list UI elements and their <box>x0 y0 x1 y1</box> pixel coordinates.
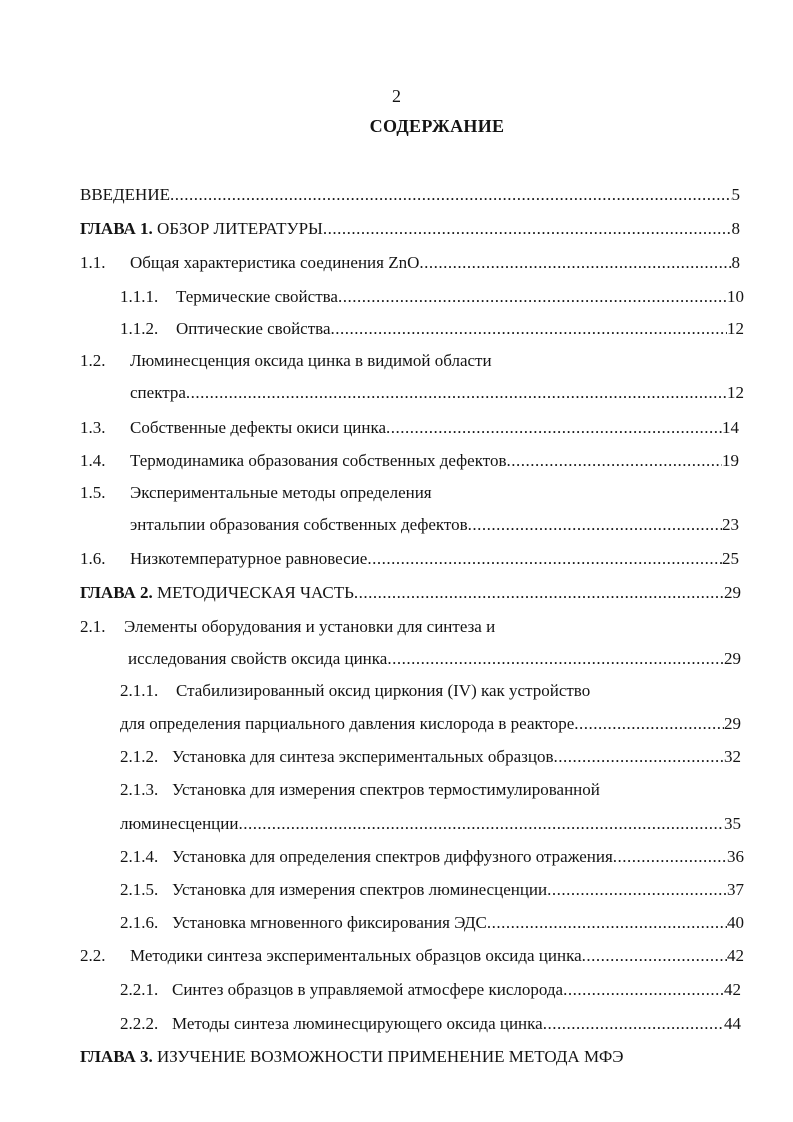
dot-leader <box>170 184 732 206</box>
dot-leader <box>186 382 727 404</box>
toc-entry-number: 2.1.6. <box>120 913 159 932</box>
toc-entry-title: Установка мгновенного фиксирования ЭДС <box>172 913 487 932</box>
toc-entry-page: 42 <box>727 946 744 965</box>
dot-leader <box>574 713 724 735</box>
toc-entry <box>80 218 740 240</box>
toc-entry-number: 2.1.5. <box>120 880 159 899</box>
toc-entry-title: Люминесценция оксида цинка в видимой области <box>130 351 492 370</box>
toc-entry-number: 2.1.4. <box>120 847 159 866</box>
toc-entry-title: Собственные дефекты окиси цинка <box>130 418 387 437</box>
toc-entry-page: 5 <box>731 185 740 204</box>
toc-entry <box>120 318 744 340</box>
toc-entry-page: 14 <box>722 418 739 437</box>
chapter-label: ГЛАВА 3. <box>80 1047 153 1066</box>
toc-entry <box>130 514 739 536</box>
toc-entry-title: Установка для синтеза экспериментальных образцов <box>172 747 554 766</box>
chapter-label: ГЛАВА 2. <box>80 583 153 602</box>
toc-entry <box>120 680 741 702</box>
dot-leader <box>238 813 724 835</box>
toc-entry-page: 40 <box>727 913 744 932</box>
toc-entry <box>120 979 741 1001</box>
dot-leader <box>338 286 727 308</box>
toc-entry <box>120 912 744 934</box>
dot-leader <box>419 252 731 274</box>
toc-entry-number: 2.1.3. <box>120 780 159 799</box>
toc-entry-page: 8 <box>731 253 740 272</box>
toc-entry-title: Синтез образцов в управляемой атмосфере кислорода <box>172 980 564 999</box>
dot-leader <box>387 648 724 670</box>
toc-entry <box>120 879 744 901</box>
toc-entry-page: 29 <box>724 649 741 668</box>
dot-leader <box>582 945 727 967</box>
toc-entry <box>80 582 741 604</box>
toc-entry-number: 1.1.1. <box>120 287 159 306</box>
toc-entry-number: 1.1. <box>80 253 106 272</box>
toc-entry <box>128 648 741 670</box>
toc-entry-title: Термодинамика образования собственных дефектов <box>130 451 507 470</box>
toc-entry <box>80 482 739 504</box>
toc-entry-title: энтальпии образования собственных дефектов <box>130 515 468 534</box>
dot-leader <box>547 879 727 901</box>
toc-entry <box>80 616 741 638</box>
toc-entry-title: Оптические свойства <box>176 319 331 338</box>
page-title: СОДЕРЖАНИЕ <box>369 116 505 136</box>
toc-entry-title: МЕТОДИЧЕСКАЯ ЧАСТЬ <box>152 583 354 602</box>
toc-entry-number: 1.2. <box>80 351 106 370</box>
toc-entry-page: 29 <box>724 583 741 602</box>
dot-leader <box>507 450 723 472</box>
toc-entry-number: 2.1. <box>80 617 106 636</box>
dot-leader <box>367 548 722 570</box>
toc-entry-number: 1.5. <box>80 483 106 502</box>
toc-entry-page: 12 <box>727 383 744 402</box>
toc-entry-number: 2.1.1. <box>120 681 159 700</box>
toc-entry <box>80 548 739 570</box>
dot-leader <box>487 912 727 934</box>
toc-entry-title: ОБЗОР ЛИТЕРАТУРЫ <box>152 219 323 238</box>
toc-entry <box>120 779 741 801</box>
toc-entry-page: 8 <box>731 219 740 238</box>
toc-entry-title: Общая характеристика соединения ZnO <box>130 253 420 272</box>
toc-entry-page: 42 <box>724 980 741 999</box>
toc-entry <box>80 350 744 372</box>
toc-entry-title: ВВЕДЕНИЕ <box>80 185 170 204</box>
toc-entry <box>130 382 744 404</box>
toc-entry-title: люминесценции <box>120 814 239 833</box>
toc-entry-number: 2.1.2. <box>120 747 159 766</box>
toc-entry-title: Стабилизированный оксид циркония (IV) как устройство <box>176 681 591 700</box>
dot-leader <box>613 846 727 868</box>
toc-entry-title: Установка для измерения спектров люминесценции <box>172 880 548 899</box>
toc-entry-title: Установка для определения спектров диффузного отражения <box>172 847 613 866</box>
chapter-label: ГЛАВА 1. <box>80 219 153 238</box>
toc-entry <box>120 813 741 835</box>
toc-entry-page: 32 <box>724 747 741 766</box>
toc-entry-page: 23 <box>722 515 739 534</box>
toc-entry-page: 36 <box>727 847 744 866</box>
toc-entry-number: 1.6. <box>80 549 106 568</box>
toc-entry <box>120 1013 741 1035</box>
dot-leader <box>553 746 724 768</box>
page-number: 2 <box>392 86 401 106</box>
toc-entry <box>80 184 740 206</box>
dot-leader <box>323 218 732 240</box>
dot-leader <box>331 318 728 340</box>
toc-entry-number: 2.2.1. <box>120 980 159 999</box>
dot-leader <box>543 1013 724 1035</box>
dot-leader <box>563 979 724 1001</box>
toc-entry-title: Установка для измерения спектров термостимулированной <box>172 780 600 799</box>
toc-entry <box>80 1046 760 1068</box>
toc-entry-page: 10 <box>727 287 744 306</box>
toc-entry-page: 25 <box>722 549 739 568</box>
toc-entry-title: Методы синтеза люминесцирующего оксида цинка <box>172 1014 543 1033</box>
toc-entry-title: спектра <box>130 383 186 402</box>
toc-entry-title: исследования свойств оксида цинка <box>128 649 388 668</box>
toc-entry-number: 1.1.2. <box>120 319 159 338</box>
dot-leader <box>354 582 724 604</box>
toc-entry-page: 19 <box>722 451 739 470</box>
toc-entry <box>80 252 740 274</box>
toc-entry <box>80 945 744 967</box>
toc-entry-title: Экспериментальные методы определения <box>130 483 432 502</box>
toc-entry-page: 44 <box>724 1014 741 1033</box>
toc-entry-page: 37 <box>727 880 744 899</box>
toc-entry-page: 12 <box>727 319 744 338</box>
toc-entry-number: 2.2. <box>80 946 106 965</box>
toc-entry-number: 2.2.2. <box>120 1014 159 1033</box>
dot-leader <box>468 514 722 536</box>
toc-entry <box>120 846 744 868</box>
dot-leader <box>386 417 722 439</box>
toc-entry-title: Термические свойства <box>176 287 338 306</box>
toc-entry-title: Элементы оборудования и установки для синтеза и <box>124 617 496 636</box>
toc-entry <box>80 450 739 472</box>
toc-entry-number: 1.4. <box>80 451 106 470</box>
toc-entry-title: для определения парциального давления кислорода в реакторе <box>120 714 575 733</box>
toc-entry <box>120 713 741 735</box>
toc-entry-page: 35 <box>724 814 741 833</box>
toc-entry-number: 1.3. <box>80 418 106 437</box>
toc-entry-title: ИЗУЧЕНИЕ ВОЗМОЖНОСТИ ПРИМЕНЕНИЕ МЕТОДА МФЭ <box>152 1047 624 1066</box>
toc-entry-page: 29 <box>724 714 741 733</box>
toc-entry-title: Низкотемпературное равновесие <box>130 549 368 568</box>
toc-entry <box>120 746 741 768</box>
toc-entry <box>120 286 744 308</box>
toc-entry <box>80 417 739 439</box>
toc-entry-title: Методики синтеза экспериментальных образцов оксида цинка <box>130 946 582 965</box>
